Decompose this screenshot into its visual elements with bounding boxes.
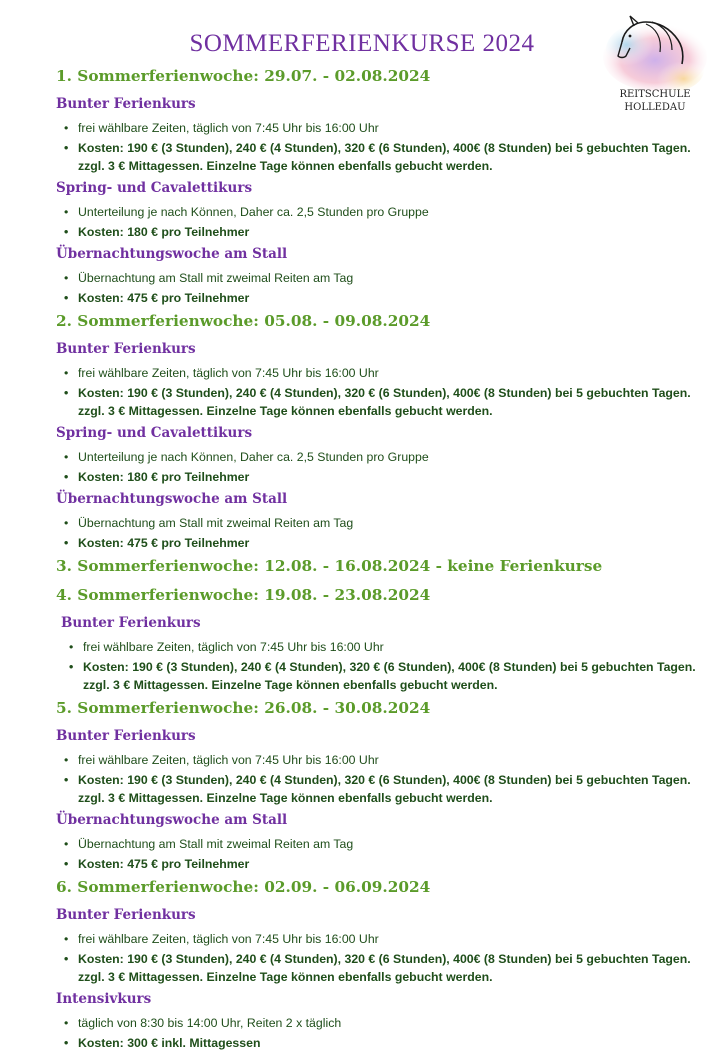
course-heading: Spring- und Cavalettikurs	[56, 180, 253, 196]
page-title: SOMMERFERIENKURSE 2024	[189, 30, 535, 57]
price-item: • Kosten: 190 € (3 Stunden), 240 € (4 Stunden), 320 € (6 Stunden), 400€ (8 Stunden) bei 5 gebuchten Tagen. zzgl. 3 € Mittagessen. Einzelne Tage können ebenfalls gebucht werden.	[56, 950, 696, 986]
course-details	[56, 269, 696, 307]
course-section	[56, 614, 696, 694]
detail-item: • Übernachtung am Stall mit zweimal Reiten am Tag	[56, 835, 696, 853]
price-item: • Kosten: 190 € (3 Stunden), 240 € (4 Stunden), 320 € (6 Stunden), 400€ (8 Stunden) bei 5 gebuchten Tagen. zzgl. 3 € Mittagessen. Einzelne Tage können ebenfalls gebucht werden.	[56, 139, 696, 175]
course-section	[56, 811, 696, 873]
course-details	[61, 638, 696, 694]
course-details	[56, 930, 696, 986]
logo-line-2: HOLLEDAU	[624, 102, 686, 113]
detail-item: • frei wählbare Zeiten, täglich von 7:45 Uhr bis 16:00 Uhr	[56, 364, 696, 382]
course-details	[56, 1014, 696, 1052]
price-item: • Kosten: 180 € pro Teilnehmer	[56, 223, 696, 241]
detail-item: • Unterteilung je nach Können, Daher ca. 2,5 Stunden pro Gruppe	[56, 448, 696, 466]
course-section	[56, 245, 696, 307]
detail-item: • täglich von 8:30 bis 14:00 Uhr, Reiten 2 x täglich	[56, 1014, 696, 1032]
course-details	[56, 448, 696, 486]
course-details	[56, 751, 696, 807]
week-heading: 4. Sommerferienwoche: 19.08. - 23.08.2024	[56, 586, 431, 604]
course-heading: Übernachtungswoche am Stall	[56, 246, 288, 262]
detail-item: • Unterteilung je nach Können, Daher ca. 2,5 Stunden pro Gruppe	[56, 203, 696, 221]
week-heading: 2. Sommerferienwoche: 05.08. - 09.08.2024	[56, 312, 431, 330]
course-heading: Intensivkurs	[56, 991, 152, 1007]
course-heading: Spring- und Cavalettikurs	[56, 425, 253, 441]
course-list	[56, 66, 696, 1056]
logo-line-1: REITSCHULE	[619, 89, 691, 100]
price-item: • Kosten: 190 € (3 Stunden), 240 € (4 Stunden), 320 € (6 Stunden), 400€ (8 Stunden) bei 5 gebuchten Tagen. zzgl. 3 € Mittagessen. Einzelne Tage können ebenfalls gebucht werden.	[61, 658, 696, 694]
detail-item: • frei wählbare Zeiten, täglich von 7:45 Uhr bis 16:00 Uhr	[56, 751, 696, 769]
price-item: • Kosten: 190 € (3 Stunden), 240 € (4 Stunden), 320 € (6 Stunden), 400€ (8 Stunden) bei 5 gebuchten Tagen. zzgl. 3 € Mittagessen. Einzelne Tage können ebenfalls gebucht werden.	[56, 771, 696, 807]
course-heading: Bunter Ferienkurs	[56, 341, 196, 357]
course-heading: Bunter Ferienkurs	[56, 728, 196, 744]
price-item: • Kosten: 180 € pro Teilnehmer	[56, 468, 696, 486]
course-heading: Bunter Ferienkurs	[56, 96, 196, 112]
course-section	[56, 906, 696, 986]
detail-item: • frei wählbare Zeiten, täglich von 7:45 Uhr bis 16:00 Uhr	[56, 119, 696, 137]
detail-item: • Übernachtung am Stall mit zweimal Reiten am Tag	[56, 514, 696, 532]
course-section	[56, 490, 696, 552]
detail-item: • Übernachtung am Stall mit zweimal Reiten am Tag	[56, 269, 696, 287]
detail-item: • frei wählbare Zeiten, täglich von 7:45 Uhr bis 16:00 Uhr	[61, 638, 696, 656]
course-section	[56, 424, 696, 486]
price-item: • Kosten: 475 € pro Teilnehmer	[56, 855, 696, 873]
price-item: • Kosten: 475 € pro Teilnehmer	[56, 289, 696, 307]
course-details	[56, 514, 696, 552]
price-item: • Kosten: 300 € inkl. Mittagessen	[56, 1034, 696, 1052]
course-details	[56, 364, 696, 420]
course-section	[56, 727, 696, 807]
course-details	[56, 119, 696, 175]
course-heading: Bunter Ferienkurs	[61, 615, 201, 631]
price-item: • Kosten: 475 € pro Teilnehmer	[56, 534, 696, 552]
course-heading: Übernachtungswoche am Stall	[56, 491, 288, 507]
course-details	[56, 203, 696, 241]
week-heading: 6. Sommerferienwoche: 02.09. - 06.09.2024	[56, 878, 431, 896]
course-heading: Übernachtungswoche am Stall	[56, 812, 288, 828]
course-heading: Bunter Ferienkurs	[56, 907, 196, 923]
week-heading: 1. Sommerferienwoche: 29.07. - 02.08.2024	[56, 67, 431, 85]
week-heading: 5. Sommerferienwoche: 26.08. - 30.08.2024	[56, 699, 431, 717]
price-item: • Kosten: 190 € (3 Stunden), 240 € (4 Stunden), 320 € (6 Stunden), 400€ (8 Stunden) bei 5 gebuchten Tagen. zzgl. 3 € Mittagessen. Einzelne Tage können ebenfalls gebucht werden.	[56, 384, 696, 420]
course-section	[56, 990, 696, 1052]
course-details	[56, 835, 696, 873]
course-section	[56, 340, 696, 420]
week-heading: 3. Sommerferienwoche: 12.08. - 16.08.2024 - keine Ferienkurse	[56, 557, 603, 575]
course-section	[56, 179, 696, 241]
course-section	[56, 95, 696, 175]
detail-item: • frei wählbare Zeiten, täglich von 7:45 Uhr bis 16:00 Uhr	[56, 930, 696, 948]
